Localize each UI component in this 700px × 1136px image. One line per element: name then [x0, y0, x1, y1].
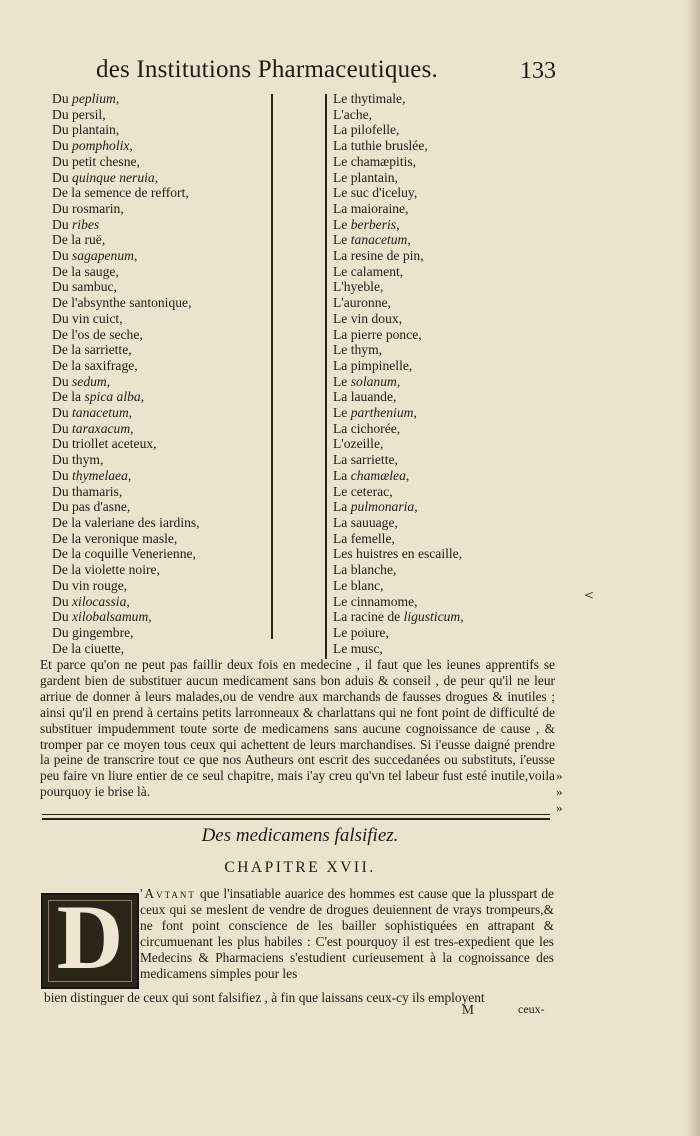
item-text: De la: [52, 389, 85, 405]
item-text: Du: [52, 609, 73, 625]
page-number: 133: [520, 58, 556, 84]
item-text: Le thytimale,: [333, 91, 406, 106]
item-text: L'hyeble,: [333, 279, 384, 295]
section-divider: [42, 814, 550, 820]
list-item: [52, 217, 272, 233]
item-text: Du: [52, 138, 73, 154]
list-item: [52, 170, 272, 186]
item-punctuation: ,: [396, 373, 401, 389]
list-item: [52, 122, 272, 138]
list-item: [333, 499, 548, 515]
list-item: [333, 358, 548, 374]
item-text: Le musc,: [333, 640, 383, 656]
item-text: Du plantain,: [52, 122, 120, 138]
item-text: L'auronne,: [333, 295, 391, 311]
item-text: Du: [52, 91, 73, 106]
list-item: [52, 421, 272, 437]
item-punctuation: ,: [106, 373, 111, 389]
list-item: [52, 201, 272, 217]
item-text: De la valeriane des iardins,: [52, 514, 200, 530]
list-item: [52, 248, 272, 264]
item-text: De la ciuette,: [52, 640, 125, 656]
item-text: La femelle,: [333, 530, 395, 546]
item-latin-name: xilobalsamum: [72, 609, 149, 625]
list-item: [333, 170, 548, 186]
item-text: De l'os de seche,: [52, 326, 143, 342]
item-punctuation: ,: [133, 248, 138, 264]
chapter-body-last-line: bien distinguer de ceux qui sont falsifiez , à fin que laissans ceux-cy ils employent: [44, 990, 485, 1005]
list-item: [333, 185, 548, 201]
item-text: Du sambuc,: [52, 279, 117, 295]
list-item: [333, 91, 548, 107]
item-text: La: [333, 499, 351, 515]
item-punctuation: ,: [407, 232, 411, 248]
item-text: La resine de pin,: [333, 248, 424, 264]
list-item: [52, 91, 272, 107]
item-latin-name: spica alba: [84, 389, 141, 405]
ornamental-initial: [41, 886, 139, 989]
list-item: [52, 562, 272, 578]
list-item: [333, 578, 548, 594]
list-item: [333, 248, 548, 264]
item-latin-name: tanacetum: [72, 405, 129, 421]
item-latin-name: quinque neruia: [72, 169, 155, 185]
item-text: L'ache,: [333, 106, 373, 122]
item-text: La blanche,: [333, 562, 397, 578]
item-text: De la violette noire,: [52, 562, 160, 578]
item-text: Le ceterac,: [333, 483, 393, 499]
item-text: De l'absynthe santonique,: [52, 295, 192, 311]
list-item: [52, 436, 272, 452]
item-punctuation: ,: [413, 405, 417, 421]
item-latin-name: sedum: [72, 373, 107, 389]
list-item: [333, 484, 548, 500]
list-item: [333, 625, 548, 641]
item-text: Le: [333, 216, 351, 232]
list-item: [333, 295, 548, 311]
item-punctuation: ,: [148, 609, 152, 625]
item-text: Du: [52, 216, 73, 232]
item-text: L'ozeille,: [333, 436, 384, 452]
item-text: La cichorée,: [333, 420, 401, 436]
item-text: Du pas d'asne,: [52, 499, 131, 515]
chapter-body-text: [140, 886, 554, 981]
item-text: De la saxifrage,: [52, 357, 138, 373]
page-header: [96, 56, 556, 92]
item-latin-name: taraxacum: [72, 420, 131, 436]
list-item: [52, 154, 272, 170]
item-text: De la veronique masle,: [52, 530, 178, 546]
list-item: [52, 531, 272, 547]
item-punctuation: ,: [396, 216, 400, 232]
list-item: [333, 515, 548, 531]
item-text: Du: [52, 373, 73, 389]
item-latin-name: chamælea: [350, 467, 406, 483]
item-text: De la semence de reffort,: [52, 185, 189, 201]
list-item: [333, 436, 548, 452]
list-item: [52, 185, 272, 201]
list-item: [333, 279, 548, 295]
list-item: [52, 358, 272, 374]
item-text: La pimpinelle,: [333, 357, 413, 373]
item-text: De la ruë,: [52, 232, 106, 248]
list-item: [52, 609, 272, 625]
column-brace-left: [271, 94, 274, 639]
item-text: Du rosmarin,: [52, 200, 124, 216]
list-item: [52, 327, 272, 343]
item-text: La maioraine,: [333, 200, 409, 216]
item-text: La lauande,: [333, 389, 397, 405]
item-punctuation: ,: [414, 499, 418, 515]
list-item: [52, 452, 272, 468]
quotation-marks: » » »: [556, 768, 563, 815]
body-lead-word: 'Avtant: [140, 886, 196, 901]
item-text: Le: [333, 373, 351, 389]
item-punctuation: ,: [460, 609, 464, 625]
item-text: Le poiure,: [333, 624, 389, 640]
list-item: [333, 468, 548, 484]
item-text: De la sarriette,: [52, 342, 132, 358]
item-latin-name: ligusticum: [403, 609, 461, 625]
item-text: La sauuage,: [333, 514, 398, 530]
list-item: [333, 641, 548, 657]
paragraph-text: Et parce qu'on ne peut pas faillir deux fois en medecine , il faut que les ieunes apprentifs se gardent bien de substituer aucun medicament sans bon aduis & conseil , de peur qu'il ne leur arriue de donner à leurs malades,ou de vendre aux marchands de fausses drogues & inutiles ; ainsi qu'il en prend à certains petits larronneaux & charlattans qui ne font point de difficulté de substituer impudemment toute sorte de medicamens sans aucune cognoissance de cause , & tromper par ce moyen tous ceux qui achettent de leurs marchandises. Si i'eusse daigné prendre la peine de transcrire tout ce que nos Autheurs ont escrit des succedanées ou substituts, i'eusse peu faire vn liure entier de ce seul chapitre, mais i'ay creu qu'vn tel labeur fust esté inutile,voila pourquoy ie brise là.: [40, 657, 555, 800]
list-item: [333, 122, 548, 138]
item-text: Le suc d'iceluy,: [333, 185, 418, 201]
item-text: Du: [52, 467, 73, 483]
item-latin-name: thymelaea: [72, 467, 128, 483]
item-punctuation: ,: [126, 593, 130, 609]
list-item: [333, 421, 548, 437]
item-text: Le: [333, 232, 351, 248]
item-text: La tuthie bruslée,: [333, 138, 428, 154]
item-text: Du thamaris,: [52, 483, 123, 499]
item-text: Le: [333, 405, 351, 421]
list-item: [333, 389, 548, 405]
left-substitute-list: [52, 91, 272, 656]
list-item: [333, 452, 548, 468]
list-item: [333, 107, 548, 123]
signature-mark: M: [462, 1002, 474, 1017]
list-item: [52, 578, 272, 594]
item-text: Du: [52, 169, 73, 185]
item-text: La pilofelle,: [333, 122, 400, 138]
item-text: Les huistres en escaille,: [333, 546, 463, 562]
list-item: [333, 546, 548, 562]
list-item: [52, 264, 272, 280]
item-punctuation: ,: [127, 467, 132, 483]
running-title: des Institutions Pharmaceutiques.: [96, 56, 438, 83]
item-text: Du thym,: [52, 452, 104, 468]
item-text: Du gingembre,: [52, 624, 134, 640]
item-punctuation: ,: [130, 420, 134, 436]
item-latin-name: pulmonaria: [350, 499, 415, 515]
chapter-title: CHAPITRE XVII.: [224, 859, 376, 876]
item-punctuation: ,: [129, 138, 133, 154]
item-text: Du: [52, 420, 73, 436]
list-item: [333, 562, 548, 578]
list-item: [52, 138, 272, 154]
margin-mark: <: [584, 588, 595, 602]
item-latin-name: peplium: [72, 91, 116, 106]
item-text: Du petit chesne,: [52, 153, 140, 169]
list-item: [333, 311, 548, 327]
item-text: De la sauge,: [52, 263, 119, 279]
item-text: Du: [52, 593, 73, 609]
list-item: [52, 107, 272, 123]
list-item: [52, 484, 272, 500]
list-item: [333, 374, 548, 390]
item-text: De la coquille Venerienne,: [52, 546, 196, 562]
list-item: [52, 625, 272, 641]
list-item: [52, 295, 272, 311]
list-item: [333, 327, 548, 343]
list-item: [52, 342, 272, 358]
page-edge-shadow: [686, 0, 700, 1136]
closing-paragraph: [40, 657, 555, 800]
list-item: [52, 374, 272, 390]
list-item: [52, 405, 272, 421]
section-title: Des medicamens falsifiez.: [201, 825, 399, 846]
item-punctuation: ,: [140, 389, 145, 405]
list-item: [333, 264, 548, 280]
item-text: Du vin rouge,: [52, 577, 128, 593]
item-text: Du persil,: [52, 106, 106, 122]
item-text: Du: [52, 248, 73, 264]
list-item: [333, 201, 548, 217]
list-item: [333, 594, 548, 610]
right-substitute-list: [333, 91, 548, 656]
list-item: [52, 546, 272, 562]
list-item: [333, 342, 548, 358]
list-item: [333, 154, 548, 170]
item-text: Du vin cuict,: [52, 310, 123, 326]
item-punctuation: ,: [154, 169, 159, 185]
list-item: [52, 499, 272, 515]
column-brace-right: [325, 94, 328, 659]
list-item: [333, 405, 548, 421]
item-text: La sarriette,: [333, 452, 398, 468]
item-latin-name: tanacetum: [350, 232, 408, 248]
item-text: Le plantain,: [333, 169, 398, 185]
item-latin-name: sagapenum: [72, 248, 134, 264]
list-item: [52, 594, 272, 610]
list-item: [52, 311, 272, 327]
list-item: [333, 232, 548, 248]
body-text-span: que l'insatiable auarice des hommes est cause que la plusspart de ceux qui se meslent de vendre de drogues deuiennent de vrays trompeurs,& ne font point conscience de les bailler sophistiquées en attrapant & circumuenant les plus habiles : C'est pourquoy il est tres-expedient que les Medecins & Pharmaciens s'estudient curieusement à la cognoissance des medicamens simples pour les: [140, 886, 554, 981]
item-punctuation: ,: [128, 405, 133, 421]
catchword: ceux-: [518, 1002, 545, 1016]
list-item: [52, 232, 272, 248]
item-text: Le thym,: [333, 342, 383, 358]
item-text: Du: [52, 405, 73, 421]
item-text: La: [333, 467, 351, 483]
list-item: [52, 515, 272, 531]
item-punctuation: ,: [405, 467, 410, 483]
item-latin-name: parthenium: [350, 405, 414, 421]
item-text: La pierre ponce,: [333, 326, 422, 342]
item-latin-name: pompholix: [72, 138, 130, 154]
item-text: Du triollet aceteux,: [52, 436, 157, 452]
list-item: [52, 279, 272, 295]
item-punctuation: ,: [115, 91, 120, 106]
list-item: [52, 468, 272, 484]
item-text: Le calament,: [333, 263, 404, 279]
list-item: [333, 531, 548, 547]
item-latin-name: berberis: [350, 216, 397, 232]
item-text: Le cinnamome,: [333, 593, 418, 609]
list-item: [333, 138, 548, 154]
list-item: [52, 389, 272, 405]
list-item: [333, 217, 548, 233]
item-text: Le blanc,: [333, 577, 384, 593]
item-text: Le chamæpitis,: [333, 153, 417, 169]
list-item: [52, 641, 272, 657]
item-latin-name: solanum: [350, 373, 397, 389]
list-item: [333, 609, 548, 625]
item-latin-name: ribes: [72, 216, 100, 232]
item-text: Le vin doux,: [333, 310, 403, 326]
item-latin-name: xilocassia: [72, 593, 127, 609]
item-text: La racine de: [333, 609, 404, 625]
initial-letter: D: [56, 886, 124, 988]
